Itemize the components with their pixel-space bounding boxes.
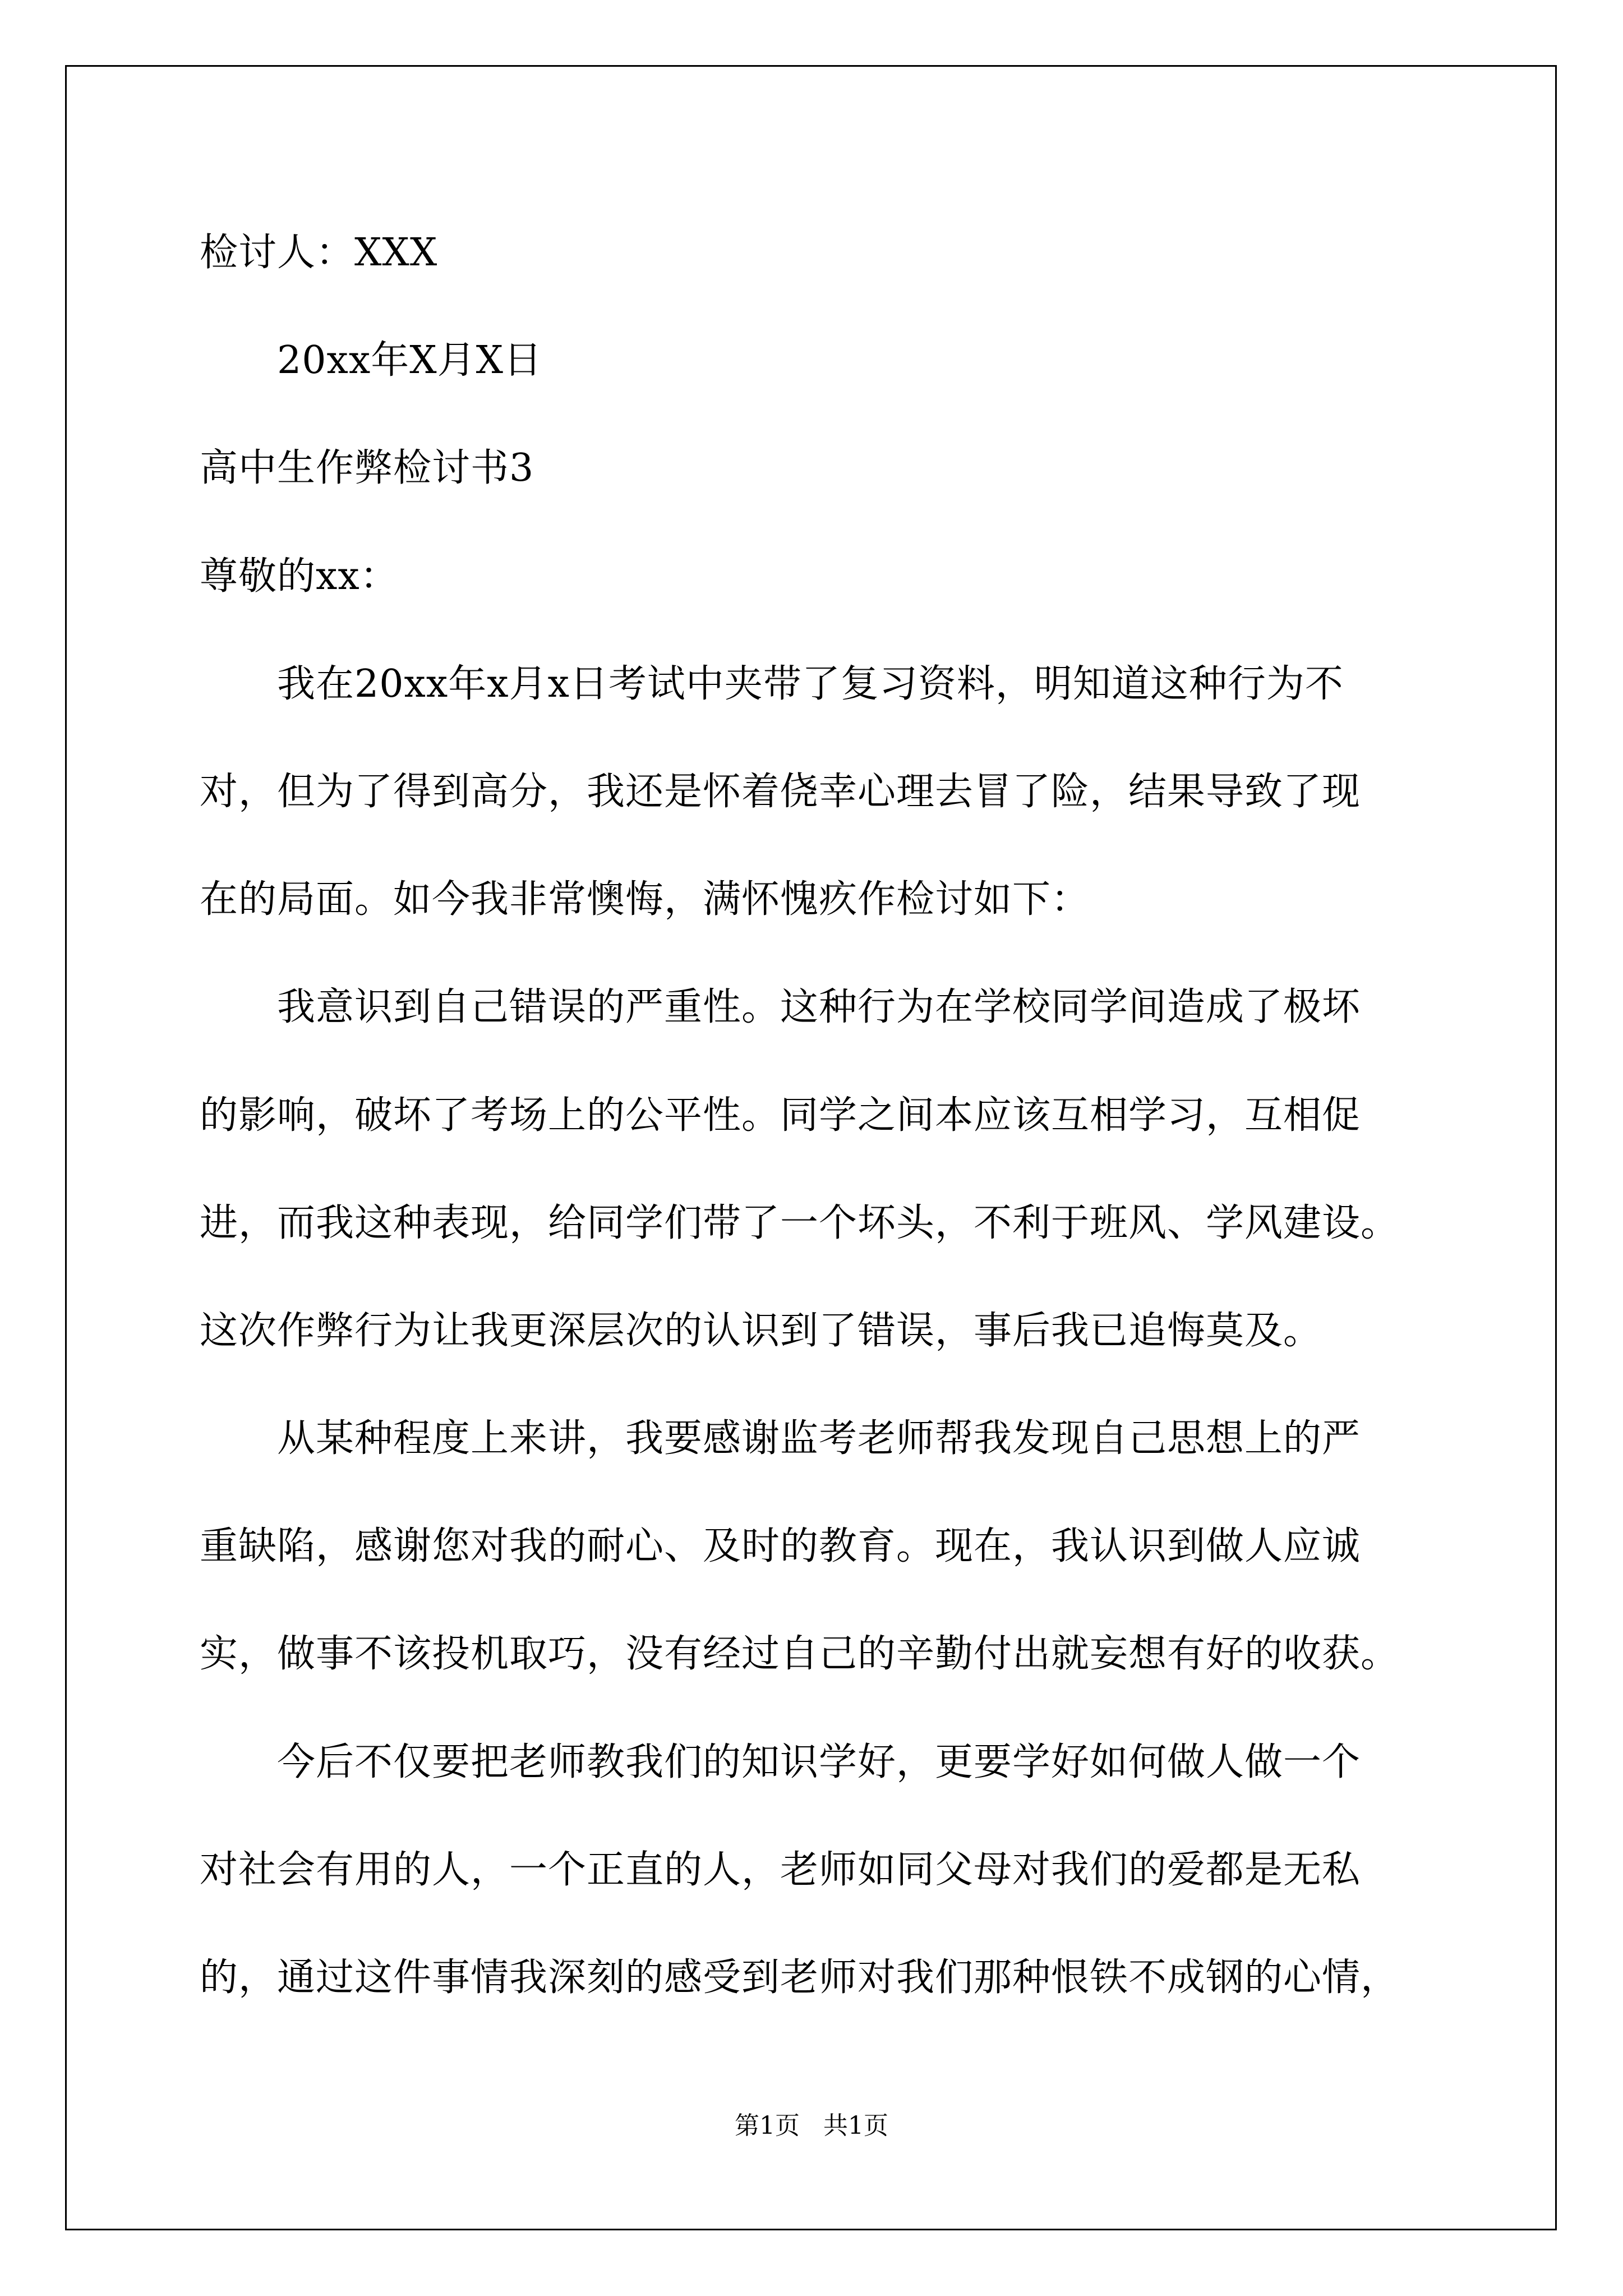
body-line: 实，做事不该投机取巧，没有经过自己的辛勤付出就妄想有好的收获。 xyxy=(200,1632,1400,1676)
body-line: 在的局面。如今我非常懊悔，满怀愧疚作检讨如下： xyxy=(200,877,1090,922)
body-line: 我在20xx年x月x日考试中夹带了复习资料，明知道这种行为不 xyxy=(277,662,1344,706)
body-line: 进，而我这种表现，给同学们带了一个坏头，不利于班风、学风建设。 xyxy=(200,1201,1400,1245)
body-line: 今后不仅要把老师教我们的知识学好，更要学好如何做人做一个 xyxy=(277,1740,1361,1784)
salutation: 尊敬的xx： xyxy=(200,554,399,599)
body-line: 我意识到自己错误的严重性。这种行为在学校同学间造成了极坏 xyxy=(277,985,1361,1029)
body-line: 从某种程度上来讲，我要感谢监考老师帮我发现自己思想上的严 xyxy=(277,1416,1361,1461)
body-line: 的影响，破坏了考场上的公平性。同学之间本应该互相学习，互相促 xyxy=(200,1093,1361,1138)
body-line: 对，但为了得到高分，我还是怀着侥幸心理去冒了险，结果导致了现 xyxy=(200,770,1361,814)
body-line: 的，通过这件事情我深刻的感受到老师对我们那种恨铁不成钢的心情， xyxy=(200,1955,1400,2000)
document-title: 高中生作弊检讨书3 xyxy=(200,446,534,490)
body-line: 这次作弊行为让我更深层次的认识到了错误，事后我已追悔莫及。 xyxy=(200,1309,1322,1353)
signature-line: 检讨人：XXX xyxy=(200,231,438,275)
page-border xyxy=(65,65,1557,2230)
date-line: 20xx年X月X日 xyxy=(277,338,543,383)
page-footer: 第1页 共1页 xyxy=(735,2111,888,2140)
body-line: 对社会有用的人，一个正直的人，老师如同父母对我们的爱都是无私 xyxy=(200,1848,1361,1892)
body-line: 重缺陷，感谢您对我的耐心、及时的教育。现在，我认识到做人应诚 xyxy=(200,1524,1361,1568)
